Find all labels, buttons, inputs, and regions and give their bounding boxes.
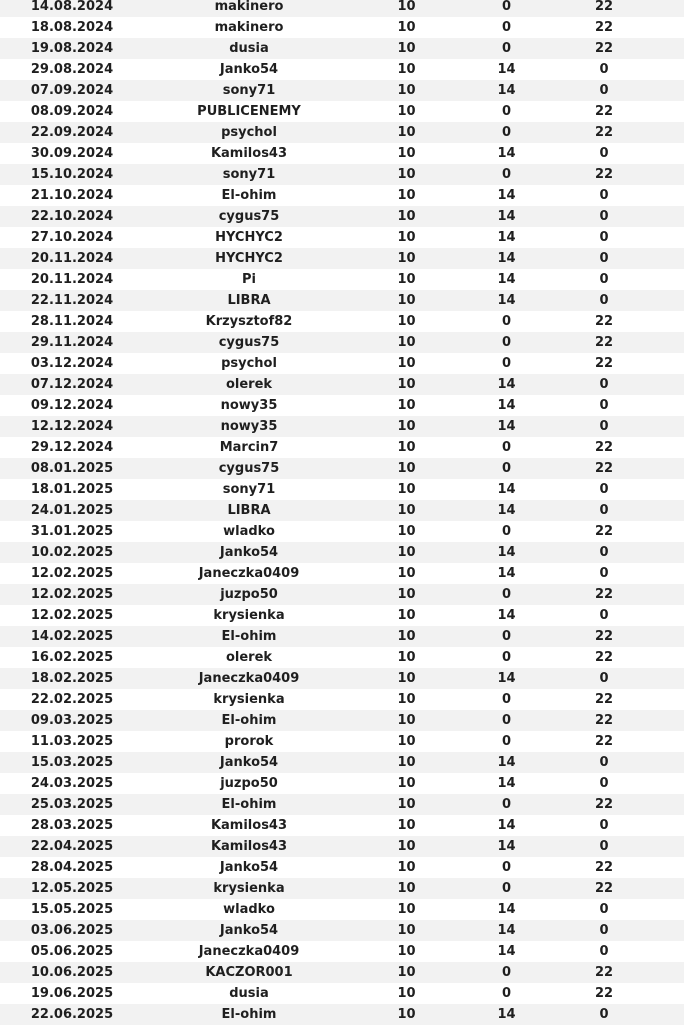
username-cell: wladko (223, 902, 275, 917)
value-c-cell: 22 (594, 0, 614, 14)
value-a-cell: 10 (397, 398, 416, 413)
table-row (0, 101, 684, 122)
value-c-cell: 22 (594, 335, 614, 350)
value-c-cell: 0 (599, 377, 609, 392)
value-a-cell: 10 (397, 0, 416, 14)
username-cell: El-ohim (221, 713, 277, 728)
username-cell: krysienka (213, 881, 285, 896)
date-cell: 25.03.2025 (30, 797, 114, 812)
username-cell: LIBRA (227, 503, 271, 518)
date-cell: 20.11.2024 (30, 251, 114, 266)
table-row (0, 605, 684, 626)
username-cell: cygus75 (218, 461, 280, 476)
value-b-cell: 14 (497, 398, 516, 413)
date-cell: 14.02.2025 (30, 629, 114, 644)
date-cell: 22.09.2024 (30, 125, 114, 140)
username-cell: Pi (242, 272, 256, 287)
username-cell: KACZOR001 (205, 965, 293, 980)
table-row (0, 353, 684, 374)
value-a-cell: 10 (397, 965, 416, 980)
value-c-cell: 22 (594, 650, 614, 665)
value-c-cell: 22 (594, 125, 614, 140)
value-c-cell: 0 (599, 776, 609, 791)
table-row (0, 752, 684, 773)
table-row (0, 962, 684, 983)
table-row (0, 416, 684, 437)
value-a-cell: 10 (397, 818, 416, 833)
table-row (0, 647, 684, 668)
date-cell: 28.11.2024 (30, 314, 114, 329)
value-b-cell: 14 (497, 146, 516, 161)
value-a-cell: 10 (397, 881, 416, 896)
date-cell: 12.12.2024 (30, 419, 114, 434)
username-cell: krysienka (213, 692, 285, 707)
username-cell: El-ohim (221, 188, 277, 203)
value-c-cell: 0 (599, 1007, 609, 1022)
table-row (0, 458, 684, 479)
date-cell: 11.03.2025 (30, 734, 114, 749)
value-a-cell: 10 (397, 41, 416, 56)
value-a-cell: 10 (397, 608, 416, 623)
value-b-cell: 0 (501, 965, 512, 980)
username-cell: El-ohim (221, 629, 277, 644)
date-cell: 15.10.2024 (30, 167, 114, 182)
table-row (0, 479, 684, 500)
value-c-cell: 22 (594, 881, 614, 896)
table-row (0, 59, 684, 80)
value-a-cell: 10 (397, 293, 416, 308)
value-c-cell: 0 (599, 398, 609, 413)
value-a-cell: 10 (397, 545, 416, 560)
value-a-cell: 10 (397, 146, 416, 161)
date-cell: 22.04.2025 (30, 839, 114, 854)
username-cell: juzpo50 (220, 776, 278, 791)
value-a-cell: 10 (397, 734, 416, 749)
username-cell: Janko54 (219, 755, 279, 770)
value-c-cell: 22 (594, 713, 614, 728)
value-b-cell: 0 (501, 41, 512, 56)
username-cell: El-ohim (221, 1007, 277, 1022)
value-b-cell: 14 (497, 818, 516, 833)
date-cell: 12.02.2025 (30, 566, 114, 581)
value-b-cell: 0 (501, 20, 512, 35)
value-b-cell: 0 (501, 692, 512, 707)
username-cell: Kamilos43 (210, 839, 288, 854)
username-cell: makinero (214, 0, 284, 14)
username-cell: LIBRA (227, 293, 271, 308)
date-cell: 05.06.2025 (30, 944, 114, 959)
date-cell: 12.05.2025 (30, 881, 114, 896)
value-b-cell: 0 (501, 335, 512, 350)
table-row (0, 17, 684, 38)
value-c-cell: 0 (599, 545, 609, 560)
date-cell: 18.08.2024 (30, 20, 114, 35)
username-cell: nowy35 (220, 398, 278, 413)
username-cell: HYCHYC2 (215, 251, 283, 266)
date-cell: 29.12.2024 (30, 440, 114, 455)
value-c-cell: 0 (599, 209, 609, 224)
value-a-cell: 10 (397, 461, 416, 476)
date-cell: 10.02.2025 (30, 545, 114, 560)
username-cell: cygus75 (218, 335, 280, 350)
value-b-cell: 14 (497, 902, 516, 917)
value-b-cell: 0 (501, 797, 512, 812)
value-b-cell: 14 (497, 566, 516, 581)
value-b-cell: 14 (497, 62, 516, 77)
value-c-cell: 0 (599, 755, 609, 770)
value-b-cell: 0 (501, 587, 512, 602)
value-c-cell: 22 (594, 629, 614, 644)
date-cell: 15.05.2025 (30, 902, 114, 917)
value-c-cell: 0 (599, 188, 609, 203)
date-cell: 22.02.2025 (30, 692, 114, 707)
username-cell: cygus75 (218, 209, 280, 224)
table-row (0, 563, 684, 584)
table-row (0, 941, 684, 962)
value-b-cell: 0 (501, 0, 512, 14)
value-b-cell: 0 (501, 440, 512, 455)
value-c-cell: 0 (599, 902, 609, 917)
value-c-cell: 0 (599, 566, 609, 581)
date-cell: 28.03.2025 (30, 818, 114, 833)
value-b-cell: 14 (497, 944, 516, 959)
value-c-cell: 0 (599, 62, 609, 77)
table-row (0, 437, 684, 458)
table-row (0, 122, 684, 143)
date-cell: 31.01.2025 (30, 524, 114, 539)
username-cell: Janko54 (219, 62, 279, 77)
value-a-cell: 10 (397, 104, 416, 119)
value-b-cell: 14 (497, 482, 516, 497)
date-cell: 29.08.2024 (30, 62, 114, 77)
value-b-cell: 14 (497, 503, 516, 518)
username-cell: makinero (214, 20, 284, 35)
value-a-cell: 10 (397, 839, 416, 854)
date-cell: 10.06.2025 (30, 965, 114, 980)
value-a-cell: 10 (397, 503, 416, 518)
value-c-cell: 22 (594, 356, 614, 371)
value-b-cell: 0 (501, 713, 512, 728)
value-b-cell: 14 (497, 545, 516, 560)
value-a-cell: 10 (397, 629, 416, 644)
date-cell: 22.10.2024 (30, 209, 114, 224)
value-b-cell: 14 (497, 188, 516, 203)
value-b-cell: 14 (497, 293, 516, 308)
value-c-cell: 22 (594, 461, 614, 476)
date-cell: 19.06.2025 (30, 986, 114, 1001)
value-b-cell: 14 (497, 776, 516, 791)
date-cell: 14.08.2024 (30, 0, 114, 14)
date-cell: 18.01.2025 (30, 482, 114, 497)
username-cell: Kamilos43 (210, 818, 288, 833)
date-cell: 18.02.2025 (30, 671, 114, 686)
date-cell: 12.02.2025 (30, 608, 114, 623)
value-b-cell: 0 (501, 314, 512, 329)
date-cell: 21.10.2024 (30, 188, 114, 203)
value-c-cell: 0 (599, 272, 609, 287)
value-c-cell: 0 (599, 83, 609, 98)
value-c-cell: 22 (594, 167, 614, 182)
value-a-cell: 10 (397, 482, 416, 497)
value-a-cell: 10 (397, 83, 416, 98)
value-a-cell: 10 (397, 986, 416, 1001)
username-cell: Janko54 (219, 545, 279, 560)
table-row (0, 38, 684, 59)
date-cell: 20.11.2024 (30, 272, 114, 287)
value-a-cell: 10 (397, 671, 416, 686)
value-a-cell: 10 (397, 335, 416, 350)
table-row (0, 290, 684, 311)
date-cell: 28.04.2025 (30, 860, 114, 875)
table-row (0, 332, 684, 353)
value-b-cell: 0 (501, 125, 512, 140)
value-a-cell: 10 (397, 650, 416, 665)
value-a-cell: 10 (397, 755, 416, 770)
value-a-cell: 10 (397, 62, 416, 77)
table-row (0, 1004, 684, 1025)
date-cell: 08.01.2025 (30, 461, 114, 476)
value-b-cell: 14 (497, 839, 516, 854)
value-c-cell: 0 (599, 671, 609, 686)
value-a-cell: 10 (397, 566, 416, 581)
value-a-cell: 10 (397, 356, 416, 371)
username-cell: krysienka (213, 608, 285, 623)
username-cell: sony71 (222, 167, 276, 182)
date-cell: 15.03.2025 (30, 755, 114, 770)
value-c-cell: 0 (599, 608, 609, 623)
value-a-cell: 10 (397, 713, 416, 728)
username-cell: olerek (225, 377, 273, 392)
value-a-cell: 10 (397, 776, 416, 791)
date-cell: 03.06.2025 (30, 923, 114, 938)
value-a-cell: 10 (397, 419, 416, 434)
date-cell: 03.12.2024 (30, 356, 114, 371)
username-cell: Kamilos43 (210, 146, 288, 161)
value-b-cell: 14 (497, 230, 516, 245)
table-row (0, 542, 684, 563)
table-row (0, 731, 684, 752)
table-row (0, 269, 684, 290)
table-row (0, 794, 684, 815)
table-row (0, 983, 684, 1004)
username-cell: psychol (221, 125, 277, 140)
date-cell: 29.11.2024 (30, 335, 114, 350)
username-cell: El-ohim (221, 797, 277, 812)
date-cell: 07.12.2024 (30, 377, 114, 392)
value-c-cell: 0 (599, 293, 609, 308)
username-cell: dusia (229, 41, 269, 56)
value-b-cell: 14 (497, 755, 516, 770)
username-cell: Janko54 (219, 923, 279, 938)
value-c-cell: 0 (599, 482, 609, 497)
username-cell: wladko (223, 524, 275, 539)
value-b-cell: 0 (501, 650, 512, 665)
table-row (0, 710, 684, 731)
table-row (0, 80, 684, 101)
value-a-cell: 10 (397, 440, 416, 455)
value-c-cell: 22 (594, 20, 614, 35)
value-a-cell: 10 (397, 251, 416, 266)
table-row (0, 899, 684, 920)
value-a-cell: 10 (397, 167, 416, 182)
value-a-cell: 10 (397, 860, 416, 875)
username-cell: HYCHYC2 (215, 230, 283, 245)
date-cell: 27.10.2024 (30, 230, 114, 245)
value-c-cell: 0 (599, 818, 609, 833)
value-a-cell: 10 (397, 902, 416, 917)
table-row (0, 206, 684, 227)
table-row (0, 227, 684, 248)
value-a-cell: 10 (397, 125, 416, 140)
table-row (0, 500, 684, 521)
value-a-cell: 10 (397, 230, 416, 245)
value-a-cell: 10 (397, 797, 416, 812)
value-c-cell: 22 (594, 986, 614, 1001)
table-row (0, 920, 684, 941)
date-cell: 16.02.2025 (30, 650, 114, 665)
value-a-cell: 10 (397, 524, 416, 539)
value-b-cell: 14 (497, 209, 516, 224)
value-c-cell: 22 (594, 797, 614, 812)
value-c-cell: 22 (594, 587, 614, 602)
date-cell: 24.01.2025 (30, 503, 114, 518)
username-cell: Janeczka0409 (198, 944, 300, 959)
date-cell: 07.09.2024 (30, 83, 114, 98)
username-cell: olerek (225, 650, 273, 665)
value-b-cell: 14 (497, 377, 516, 392)
table-row (0, 815, 684, 836)
table-row (0, 836, 684, 857)
value-b-cell: 14 (497, 272, 516, 287)
value-b-cell: 0 (501, 629, 512, 644)
table-row (0, 584, 684, 605)
value-a-cell: 10 (397, 587, 416, 602)
username-cell: psychol (221, 356, 277, 371)
value-c-cell: 0 (599, 923, 609, 938)
table-row (0, 878, 684, 899)
date-cell: 08.09.2024 (30, 104, 114, 119)
date-cell: 22.06.2025 (30, 1007, 114, 1022)
table-row (0, 521, 684, 542)
value-a-cell: 10 (397, 1007, 416, 1022)
value-c-cell: 22 (594, 524, 614, 539)
date-cell: 09.03.2025 (30, 713, 114, 728)
value-a-cell: 10 (397, 272, 416, 287)
value-b-cell: 0 (501, 461, 512, 476)
value-a-cell: 10 (397, 692, 416, 707)
value-a-cell: 10 (397, 314, 416, 329)
date-cell: 24.03.2025 (30, 776, 114, 791)
date-cell: 09.12.2024 (30, 398, 114, 413)
username-cell: juzpo50 (220, 587, 278, 602)
value-c-cell: 0 (599, 503, 609, 518)
value-a-cell: 10 (397, 209, 416, 224)
value-b-cell: 0 (501, 860, 512, 875)
username-cell: sony71 (222, 83, 276, 98)
value-b-cell: 14 (497, 923, 516, 938)
value-a-cell: 10 (397, 944, 416, 959)
value-b-cell: 14 (497, 83, 516, 98)
table-row (0, 689, 684, 710)
value-b-cell: 0 (501, 524, 512, 539)
value-c-cell: 22 (594, 734, 614, 749)
value-c-cell: 0 (599, 419, 609, 434)
value-a-cell: 10 (397, 188, 416, 203)
date-cell: 30.09.2024 (30, 146, 114, 161)
table-row (0, 248, 684, 269)
value-b-cell: 0 (501, 167, 512, 182)
table-row (0, 626, 684, 647)
value-a-cell: 10 (397, 20, 416, 35)
username-cell: prorok (224, 734, 274, 749)
date-cell: 19.08.2024 (30, 41, 114, 56)
value-c-cell: 22 (594, 965, 614, 980)
value-c-cell: 22 (594, 440, 614, 455)
value-a-cell: 10 (397, 377, 416, 392)
table-row (0, 395, 684, 416)
date-cell: 12.02.2025 (30, 587, 114, 602)
table-row (0, 143, 684, 164)
username-cell: Janeczka0409 (198, 566, 300, 581)
table-row (0, 668, 684, 689)
value-c-cell: 0 (599, 251, 609, 266)
value-b-cell: 14 (497, 419, 516, 434)
table-row (0, 374, 684, 395)
value-b-cell: 14 (497, 251, 516, 266)
username-cell: PUBLICENEMY (197, 104, 301, 119)
username-cell: Janeczka0409 (198, 671, 300, 686)
value-a-cell: 10 (397, 923, 416, 938)
username-cell: Marcin7 (219, 440, 279, 455)
value-b-cell: 0 (501, 356, 512, 371)
table-row (0, 0, 684, 17)
username-cell: Krzysztof82 (205, 314, 293, 329)
username-cell: nowy35 (220, 419, 278, 434)
table-row (0, 164, 684, 185)
table-row (0, 185, 684, 206)
value-c-cell: 22 (594, 41, 614, 56)
value-c-cell: 22 (594, 692, 614, 707)
value-b-cell: 14 (497, 1007, 516, 1022)
value-b-cell: 14 (497, 671, 516, 686)
value-b-cell: 14 (497, 608, 516, 623)
value-b-cell: 0 (501, 986, 512, 1001)
username-cell: sony71 (222, 482, 276, 497)
table-row (0, 311, 684, 332)
value-c-cell: 0 (599, 839, 609, 854)
table-row (0, 857, 684, 878)
value-b-cell: 0 (501, 881, 512, 896)
value-c-cell: 22 (594, 314, 614, 329)
username-cell: Janko54 (219, 860, 279, 875)
table-row (0, 773, 684, 794)
value-b-cell: 0 (501, 734, 512, 749)
date-cell: 22.11.2024 (30, 293, 114, 308)
value-c-cell: 22 (594, 104, 614, 119)
value-c-cell: 0 (599, 146, 609, 161)
value-c-cell: 0 (599, 230, 609, 245)
value-c-cell: 0 (599, 944, 609, 959)
username-cell: dusia (229, 986, 269, 1001)
value-c-cell: 22 (594, 860, 614, 875)
value-b-cell: 0 (501, 104, 512, 119)
